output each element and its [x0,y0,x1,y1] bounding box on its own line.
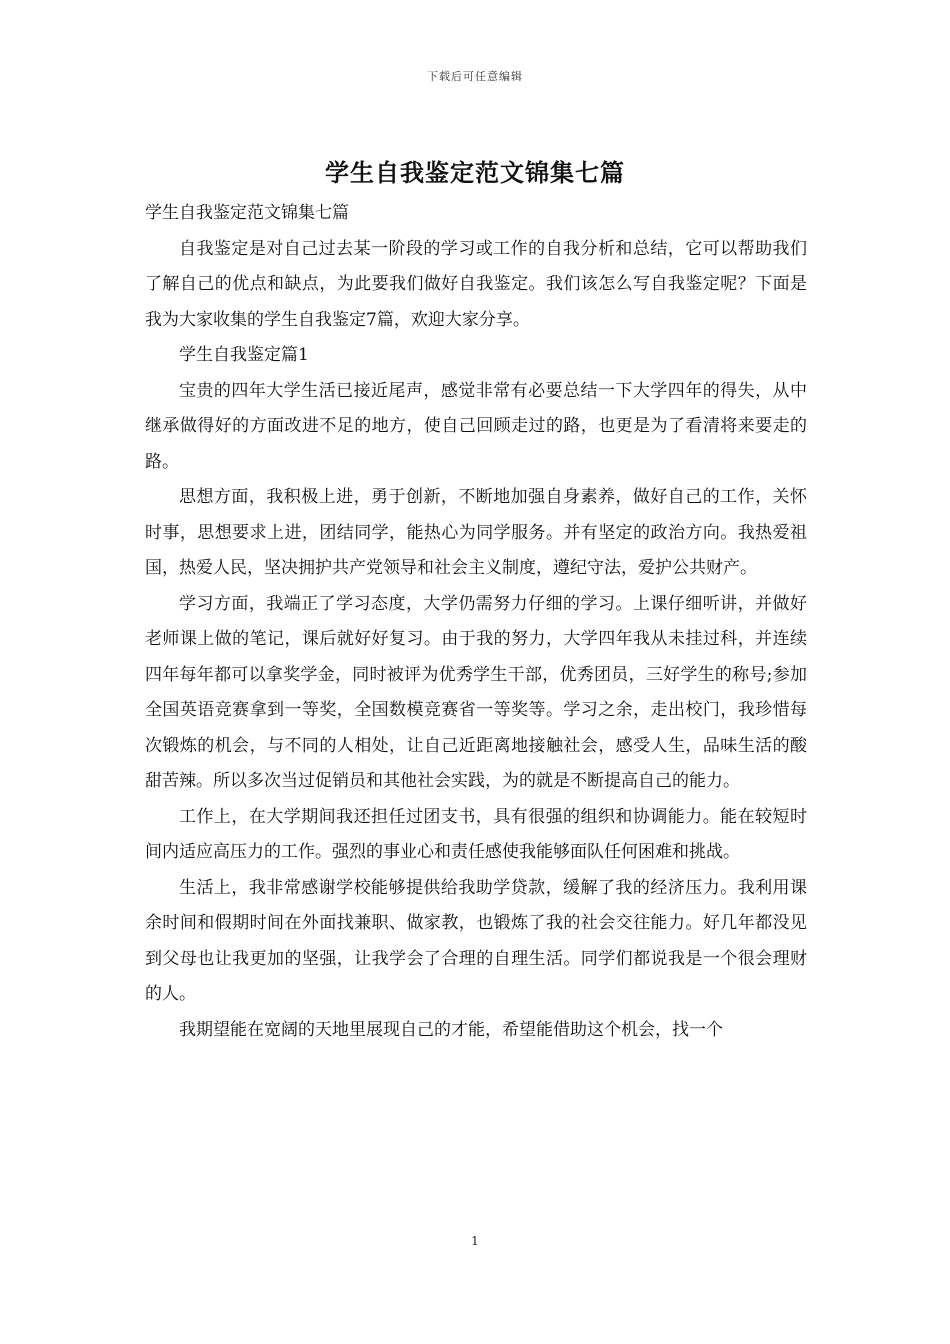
body-paragraph: 工作上，在大学期间我还担任过团支书，具有很强的组织和协调能力。能在较短时间内适应高压力的工作。强烈的事业心和责任感使我能够面队任何困难和挑战。 [145,806,807,862]
page-number: 1 [471,1234,479,1248]
page-header-note: 下载后可任意编辑 [427,70,523,83]
subtitle-paragraph: 学生自我鉴定范文锦集七篇 [145,203,349,223]
body-paragraph: 学习方面，我端正了学习态度，大学仍需努力仔细的学习。上课仔细听讲，并做好老师课上做的笔记，课后就好好复习。由于我的努力，大学四年我从未挂过科，并连续四年每年都可以拿奖学金，同时被评为优秀学生干部，优秀团员，三好学生的称号;参加全国英语竞赛拿到一等奖，全国数模竞赛省一等奖等。学习之余，走出校门，我珍惜每次锻炼的机会，与不同的人相处，让自己近距离地接触社会，感受人生，品味生活的酸甜苦辣。所以多次当过促销员和其他社会实践，为的就是不断提高自己的能力。 [145,593,807,791]
body-paragraph: 我期望能在宽阔的天地里展现自己的才能，希望能借助这个机会，找一个 [179,1019,723,1040]
section-heading: 学生自我鉴定篇1 [179,345,309,365]
body-paragraph: 生活上，我非常感谢学校能够提供给我助学贷款，缓解了我的经济压力。我利用课余时间和假期时间在外面找兼职、做家教，也锻炼了我的社会交往能力。好几年都没见到父母也让我更加的坚强，让我学会了合理的自理生活。同学们都说我是一个很会理财的人。 [145,877,807,1004]
document-body [145,196,807,1048]
intro-paragraph: 自我鉴定是对自己过去某一阶段的学习或工作的自我分析和总结，它可以帮助我们了解自己的优点和缺点，为此要我们做好自我鉴定。我们该怎么写自我鉴定呢？下面是我为大家收集的学生自我鉴定7篇，欢迎大家分享。 [145,238,807,330]
body-paragraph: 思想方面，我积极上进，勇于创新，不断地加强自身素养，做好自己的工作，关怀时事，思想要求上进，团结同学，能热心为同学服务。并有坚定的政治方向。我热爱祖国，热爱人民，坚决拥护共产党领导和社会主义制度，遵纪守法，爱护公共财产。 [145,487,807,578]
body-paragraph: 宝贵的四年大学生活已接近尾声，感觉非常有必要总结一下大学四年的得失，从中继承做得好的方面改进不足的地方，使自己回顾走过的路，也更是为了看清将来要走的路。 [145,380,807,472]
document-title: 学生自我鉴定范文锦集七篇 [325,158,625,187]
